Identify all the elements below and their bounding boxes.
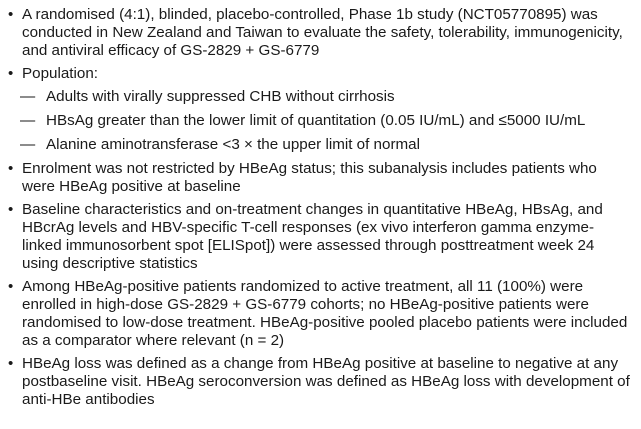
population-label: Population:: [22, 65, 98, 82]
bullet-population: [8, 65, 633, 154]
criteria-item-alt: — Alanine aminotransferase <3 × the upper limit of normal: [20, 136, 633, 154]
bullet-hbeag-positive-patients: • Among HBeAg-positive patients randomized to active treatment, all 11 (100%) were enrolled in high-dose GS-2829 + GS-6779 cohorts; no HBeAg-positive patients were randomised to low-dose treatment. HBeAg-positive pooled placebo patients were included as a comparator where relevant (n = 2): [8, 278, 633, 350]
bullet-study-design: • A randomised (4:1), blinded, placebo-controlled, Phase 1b study (NCT05770895) was conducted in New Zealand and Taiwan to evaluate the safety, tolerability, immunogenicity, and antiviral efficacy of GS-2829 + GS-6779: [8, 6, 633, 60]
criteria-item-hbsag: — HBsAg greater than the lower limit of quantitation (0.05 IU/mL) and ≤5000 IU/mL: [20, 112, 633, 130]
bullet-enrolment: • Enrolment was not restricted by HBeAg status; this subanalysis includes patients who were HBeAg positive at baseline: [8, 160, 633, 196]
population-criteria-list: [22, 88, 633, 154]
bullet-list: [8, 6, 633, 409]
bullet-hbeag-loss-definition: • HBeAg loss was defined as a change from HBeAg positive at baseline to negative at any postbaseline visit. HBeAg seroconversion was defined as HBeAg loss with development of anti-HBe antibodies: [8, 355, 633, 409]
criteria-item-chb: — Adults with virally suppressed CHB without cirrhosis: [20, 88, 633, 106]
bullet-baseline-characteristics: • Baseline characteristics and on-treatment changes in quantitative HBeAg, HBsAg, and HBcrAg levels and HBV-specific T-cell responses (ex vivo interferon gamma enzyme-linked immunosorbent spot [ELISpot]) were assessed through posttreatment week 24 using descriptive statistics: [8, 201, 633, 273]
